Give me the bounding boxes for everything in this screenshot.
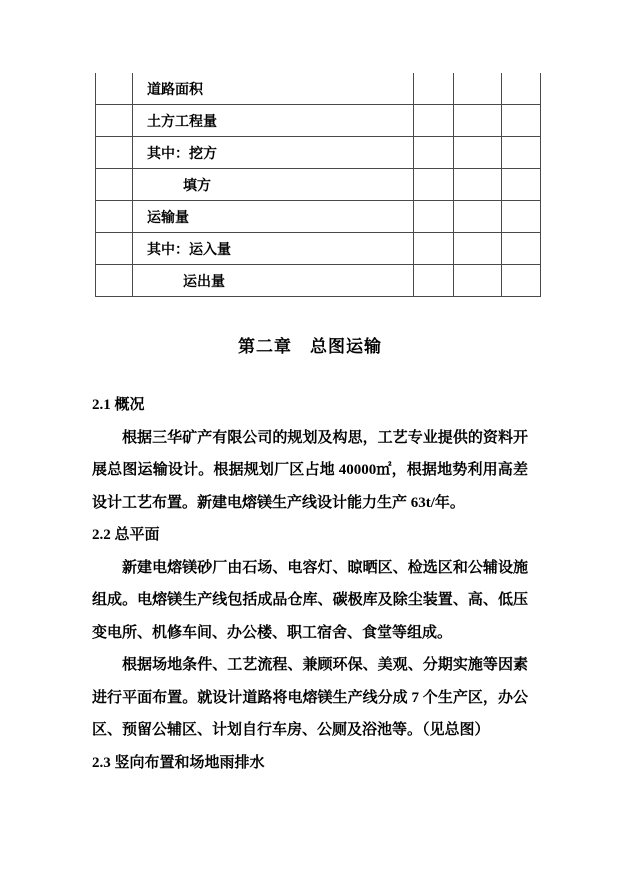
table-cell-empty (414, 169, 454, 201)
table-cell-empty (502, 233, 541, 265)
paragraph: 新建电熔镁砂厂由石场、电容灯、晾晒区、检选区和公辅设施组成。电熔镁生产线包括成品仓库、碳极库及除尘装置、高、低压变电所、机修车间、办公楼、职工宿舍、食堂等组成。 (92, 559, 528, 641)
section-heading-2-2: 2.2 总平面 (92, 527, 160, 543)
table-cell-empty (454, 137, 502, 169)
table-row (96, 73, 541, 105)
table-cell-empty (454, 73, 502, 105)
table-row (96, 201, 541, 233)
table-cell-empty (502, 265, 541, 297)
table-cell-empty (454, 201, 502, 233)
table-cell-empty (96, 233, 133, 265)
table-cell-empty (502, 105, 541, 137)
table-cell-label: 运输量 (133, 201, 414, 233)
table-row (96, 233, 541, 265)
table-cell-label: 其中：运入量 (133, 233, 414, 265)
table-cell-label: 道路面积 (133, 73, 414, 105)
table-cell-empty (96, 137, 133, 169)
document-body (92, 336, 528, 779)
table-cell-empty (414, 137, 454, 169)
table-cell-label: 填方 (133, 169, 414, 201)
table-cell-empty (454, 169, 502, 201)
table-cell-label: 其中：挖方 (133, 137, 414, 169)
table-cell-empty (96, 201, 133, 233)
table-row (96, 169, 541, 201)
table-cell-empty (502, 73, 541, 105)
table-cell-empty (454, 265, 502, 297)
section-heading-2-1: 2.1 概况 (92, 397, 145, 413)
table-cell-empty (454, 105, 502, 137)
table-cell-empty (502, 201, 541, 233)
table-cell-empty (502, 137, 541, 169)
table-cell-empty (454, 233, 502, 265)
table-cell-empty (414, 233, 454, 265)
table-cell-label: 土方工程量 (133, 105, 414, 137)
table-cell-empty (414, 73, 454, 105)
table-cell-empty (96, 169, 133, 201)
section-heading-2-3: 2.3 竖向布置和场地雨排水 (92, 754, 265, 771)
table-cell-empty (502, 169, 541, 201)
table-cell-empty (96, 73, 133, 105)
chapter-title: 第二章 总图运输 (238, 337, 382, 356)
table-cell-label: 运出量 (133, 265, 414, 297)
table-cell-empty (414, 201, 454, 233)
table-cell-empty (96, 265, 133, 297)
paragraph: 根据三华矿产有限公司的规划及构思，工艺专业提供的资料开展总图运输设计。根据规划厂区占地 40000㎡，根据地势利用高差设计工艺布置。新建电熔镁生产线设计能力生产 63t/年。 (92, 429, 528, 511)
table-cell-empty (414, 105, 454, 137)
table-row (96, 105, 541, 137)
paragraph: 根据场地条件、工艺流程、兼顾环保、美观、分期实施等因素进行平面布置。就设计道路将电熔镁生产线分成 7 个生产区，办公区、预留公辅区、计划自行车房、公厕及浴池等。（见总图） (92, 657, 528, 738)
table-cell-empty (96, 105, 133, 137)
table-cell-empty (414, 265, 454, 297)
quantities-table (95, 73, 541, 297)
table-row (96, 265, 541, 297)
table-row (96, 137, 541, 169)
